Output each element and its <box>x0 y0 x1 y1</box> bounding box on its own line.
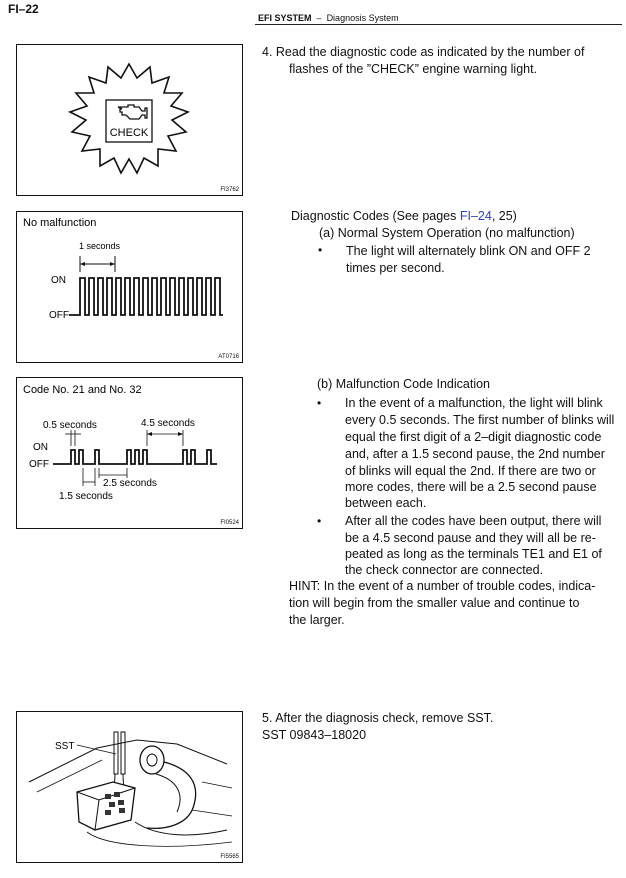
step4-line2: flashes of the ”CHECK” engine warning light. <box>289 62 538 76</box>
malfunction-bullet1-line: of blinks will equal the 2nd. If there are two or <box>345 464 596 478</box>
page-number: FI–22 <box>8 2 39 16</box>
hint-line: HINT: In the event of a number of trouble codes, indica- <box>289 579 596 593</box>
malfunction-bullet1-line: between each. <box>345 496 427 510</box>
off-label: OFF <box>29 459 49 470</box>
diagnostic-codes-heading <box>291 208 517 225</box>
malfunction-bullet2-line: peated as long as the terminals TE1 and E1 of <box>345 547 602 561</box>
heading-suffix: , 25) <box>491 209 517 223</box>
figure-code: AT0716 <box>218 354 239 360</box>
interval-label: 1 seconds <box>79 241 121 251</box>
on-label: ON <box>33 442 48 453</box>
normal-bullet-line: times per second. <box>346 261 445 275</box>
malfunction-heading: (b) Malfunction Code Indication <box>317 377 491 391</box>
check-light-icon <box>17 45 241 194</box>
normal-timing-figure <box>16 211 243 363</box>
malfunction-bullet2-line: the check connector are connected. <box>345 563 544 577</box>
figure-code: FI3762 <box>220 187 239 193</box>
malfunction-bullet2-line: After all the codes have been output, there will <box>345 514 602 528</box>
section-title: EFI SYSTEM <box>258 13 312 23</box>
header-rule <box>255 24 622 25</box>
check-light-figure <box>16 44 243 196</box>
subsection-title: Diagnosis System <box>326 13 399 23</box>
step5-line1: 5. After the diagnosis check, remove SST. <box>262 711 494 725</box>
malfunction-bullet1-line: every 0.5 seconds. The first number of blinks will <box>345 413 615 427</box>
normal-figure-title: No malfunction <box>23 217 97 229</box>
label-2.5-seconds: 2.5 seconds <box>103 478 157 489</box>
heading-prefix: Diagnostic Codes (See pages <box>291 209 460 223</box>
label-4.5-seconds: 4.5 seconds <box>141 418 195 429</box>
sst-figure <box>16 711 243 863</box>
off-label: OFF <box>49 310 69 321</box>
malfunction-bullet2-line: be a 4.5 second pause and they will all be re- <box>345 531 596 545</box>
sst-illustration <box>17 712 241 861</box>
page-link-fi24[interactable]: FI–24 <box>459 209 492 223</box>
label-0.5-seconds: 0.5 seconds <box>43 420 97 431</box>
normal-operation-heading: (a) Normal System Operation (no malfunction) <box>319 226 575 240</box>
hint-line: the larger. <box>289 613 345 627</box>
bullet-dot: • <box>317 514 322 528</box>
code-timing-figure <box>16 377 243 529</box>
step5-line2: SST 09843–18020 <box>262 728 367 742</box>
malfunction-bullet1-line: equal the first digit of a 2–digit diagnostic code <box>345 430 602 444</box>
figure-code: FI5565 <box>220 854 239 860</box>
sst-label: SST <box>55 741 75 752</box>
normal-timing-diagram <box>17 212 241 361</box>
hint-line: tion will begin from the smaller value and continue to <box>289 596 580 610</box>
on-label: ON <box>51 275 66 286</box>
label-1.5-seconds: 1.5 seconds <box>59 491 113 502</box>
malfunction-bullet1-line: more codes, there will be a 2.5 second pause <box>345 480 597 494</box>
normal-bullet-line: The light will alternately blink ON and OFF 2 <box>346 244 591 258</box>
bullet-dot: • <box>318 243 323 257</box>
malfunction-bullet1-line: In the event of a malfunction, the light will blink <box>345 396 603 410</box>
bullet-dot: • <box>317 396 322 410</box>
code-timing-diagram <box>17 378 241 527</box>
step4-line1: 4. Read the diagnostic code as indicated by the number of <box>262 45 585 59</box>
check-label: CHECK <box>109 127 149 139</box>
malfunction-bullet1-line: and, after a 1.5 second pause, the 2nd number <box>345 447 605 461</box>
header-separator: – <box>316 13 322 23</box>
figure-code: FI0524 <box>220 520 239 526</box>
code-figure-title: Code No. 21 and No. 32 <box>23 384 142 396</box>
page-header <box>258 13 399 23</box>
